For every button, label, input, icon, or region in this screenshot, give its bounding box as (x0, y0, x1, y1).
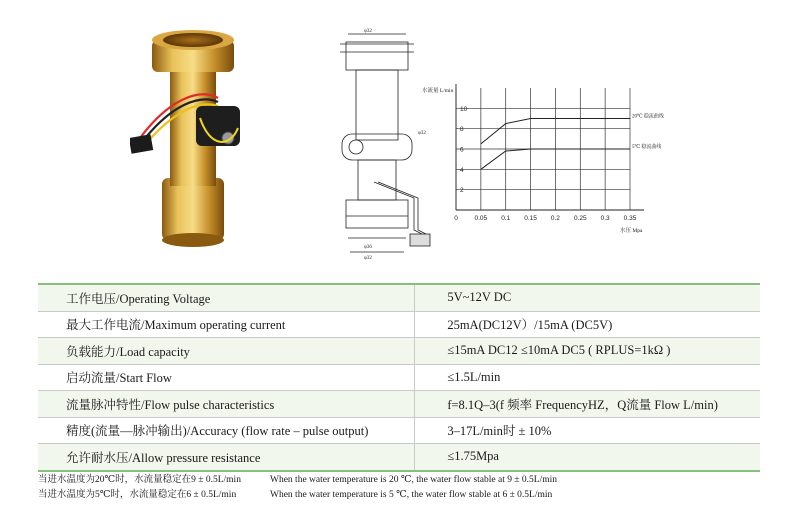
chart-layer (422, 84, 664, 234)
spec-row (38, 364, 760, 391)
spec-value: f=8.1Q–3(f 频率 FrequencyHZ，Q流量 Flow L/min) (415, 391, 760, 418)
y-tick-label: 4 (460, 166, 464, 174)
note-cn: 当进水温度为20℃时，水流量稳定在9 ± 0.5L/min (38, 475, 241, 485)
spec-label: 启动流量/Start Flow (38, 364, 415, 391)
dimension-drawing (318, 22, 436, 260)
spec-row (38, 284, 760, 311)
spec-label: 流量脉冲特性/Flow pulse characteristics (38, 391, 415, 418)
spec-value: 25mA(DC12V）/15mA (DC5V) (415, 311, 760, 338)
spec-label: 允许耐水压/Allow pressure resistance (38, 444, 415, 471)
spec-value: ≤1.75Mpa (415, 444, 760, 471)
x-tick-label: 0 (454, 215, 458, 222)
spec-value: 5V~12V DC (415, 284, 760, 311)
series-label: 5℃ 稳流曲线 (632, 145, 662, 150)
spec-label: 工作电压/Operating Voltage (38, 284, 415, 311)
y-tick-label: 8 (460, 126, 464, 134)
spec-row (38, 417, 760, 444)
y-tick-label: 10 (460, 105, 468, 113)
dim-top-label: φ32 (364, 29, 372, 34)
x-tick-label: 0.3 (600, 215, 610, 222)
spec-row (38, 444, 760, 471)
note-line (38, 488, 778, 503)
x-tick-label: 0.1 (501, 215, 511, 222)
spec-row (38, 391, 760, 418)
spec-value: 3–17L/min时 ± 10% (415, 417, 760, 444)
series-label: 20℃ 稳流曲线 (632, 114, 664, 120)
y-tick-label: 2 (460, 187, 464, 195)
spec-label: 精度(流量—脉冲输出)/Accuracy (flow rate – pulse output) (38, 417, 415, 444)
spec-row (38, 338, 760, 365)
x-tick-label: 0.2 (550, 215, 560, 222)
spec-value: ≤1.5L/min (415, 364, 760, 391)
footnotes (38, 473, 778, 503)
spec-label: 负载能力/Load capacity (38, 338, 415, 365)
x-tick-label: 0.35 (623, 215, 637, 222)
dim-bottom-label: φ32 (364, 256, 372, 260)
spec-label: 最大工作电流/Maximum operating current (38, 311, 415, 338)
note-en: When the water temperature is 20 ℃, the water flow stable at 9 ± 0.5L/min (270, 475, 558, 485)
x-tick-label: 0.15 (524, 215, 537, 222)
spec-row (38, 311, 760, 338)
note-cn: 当进水温度为5℃时，水流量稳定在6 ± 0.5L/min (38, 490, 237, 500)
x-tick-label: 0.25 (573, 215, 587, 222)
note-line (38, 473, 778, 488)
spec-table (38, 283, 760, 472)
x-axis-title: 水压 Mpa (620, 228, 643, 234)
dim-mid-label: φ32 (418, 131, 426, 136)
dim-flange-label: φ36 (364, 245, 372, 250)
y-tick-label: 6 (460, 146, 464, 154)
y-axis-title: 水流量 L/min (422, 88, 454, 94)
note-en: When the water temperature is 5 ℃, the water flow stable at 6 ± 0.5L/min (270, 490, 553, 500)
spec-value: ≤15mA DC12 ≤10mA DC5 ( RPLUS=1kΩ ) (415, 338, 760, 365)
flow-sensor-photo (130, 28, 260, 250)
flow-pressure-chart (420, 78, 670, 238)
x-tick-label: 0.05 (474, 215, 488, 222)
